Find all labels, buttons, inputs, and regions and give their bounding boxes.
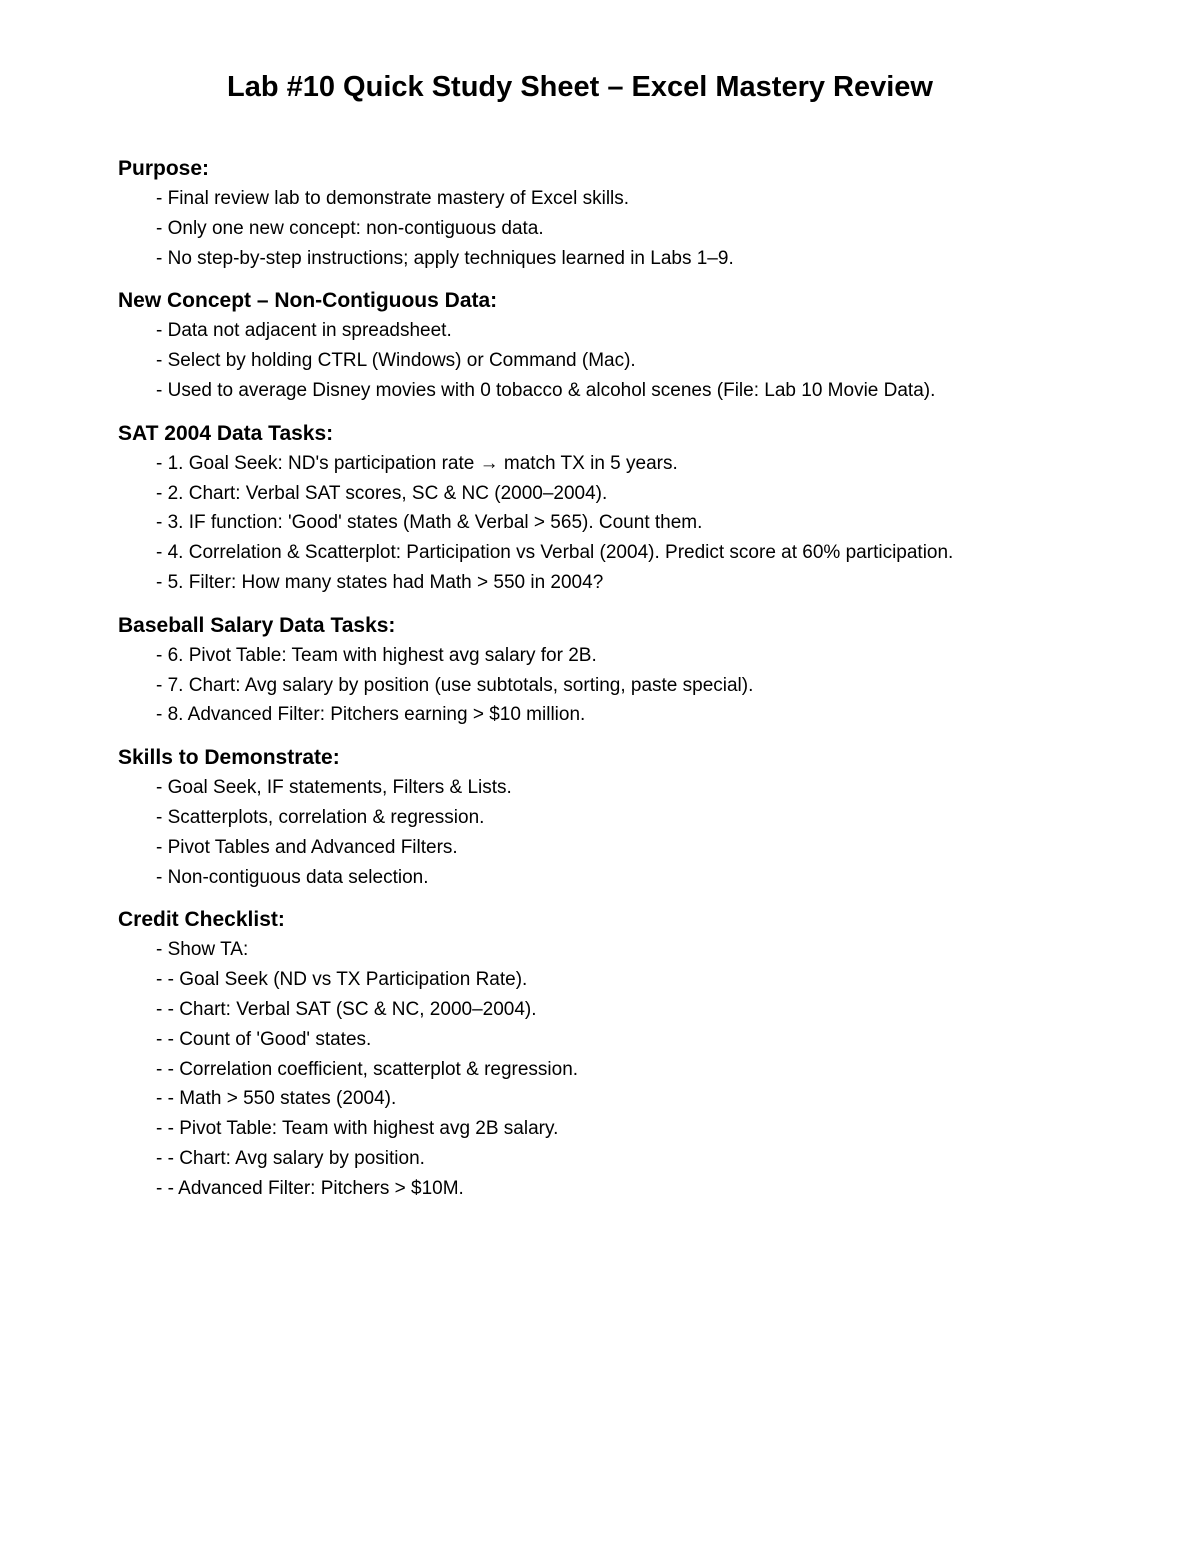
- list-item: - No step-by-step instructions; apply techniques learned in Labs 1–9.: [156, 247, 734, 269]
- list-item: - 4. Correlation & Scatterplot: Participation vs Verbal (2004). Predict score at 60% participation.: [156, 542, 954, 564]
- list-item: - Goal Seek, IF statements, Filters & Lists.: [156, 777, 512, 799]
- section: [118, 154, 1158, 273]
- bullet-list: [118, 641, 1158, 730]
- page-title: Lab #10 Quick Study Sheet – Excel Mastery Review: [227, 71, 933, 103]
- section: [118, 419, 1158, 598]
- bullet-list: [118, 449, 1158, 598]
- section-heading: Purpose:: [118, 157, 210, 180]
- section-heading: New Concept – Non-Contiguous Data:: [118, 289, 498, 313]
- sections-container: [118, 154, 1158, 1217]
- list-item: - 7. Chart: Avg salary by position (use subtotals, sorting, paste special).: [156, 674, 754, 696]
- section: [118, 611, 1158, 730]
- bullet-list: [118, 935, 1158, 1203]
- list-item: - - Chart: Avg salary by position.: [156, 1147, 425, 1169]
- list-item: - Only one new concept: non-contiguous data.: [156, 217, 544, 239]
- list-item: - - Chart: Verbal SAT (SC & NC, 2000–2004).: [156, 998, 537, 1020]
- list-item: - Non-contiguous data selection.: [156, 866, 429, 888]
- list-item: - - Correlation coefficient, scatterplot & regression.: [156, 1058, 579, 1080]
- list-item: - - Count of 'Good' states.: [156, 1028, 372, 1050]
- section: [118, 905, 1158, 1203]
- list-item: - Select by holding CTRL (Windows) or Command (Mac).: [156, 350, 636, 372]
- list-item: - Data not adjacent in spreadsheet.: [156, 320, 452, 342]
- list-item: - - Advanced Filter: Pitchers > $10M.: [156, 1177, 464, 1199]
- bullet-list: [118, 316, 1158, 405]
- section-heading: Baseball Salary Data Tasks:: [118, 613, 396, 637]
- list-item: - 8. Advanced Filter: Pitchers earning > $10 million.: [156, 704, 586, 726]
- list-item: - 6. Pivot Table: Team with highest avg salary for 2B.: [156, 644, 597, 666]
- list-item: - - Pivot Table: Team with highest avg 2B salary.: [156, 1118, 559, 1140]
- section: [118, 286, 1158, 405]
- bullet-list: [118, 184, 1158, 273]
- section-heading: Credit Checklist:: [118, 908, 285, 932]
- list-item: - Final review lab to demonstrate mastery of Excel skills.: [156, 188, 630, 209]
- list-item: - 2. Chart: Verbal SAT scores, SC & NC (2000–2004).: [156, 482, 608, 504]
- list-item: - 1. Goal Seek: ND's participation rate → match TX in 5 years.: [156, 452, 678, 474]
- section-heading: SAT 2004 Data Tasks:: [118, 421, 334, 445]
- list-item: - Pivot Tables and Advanced Filters.: [156, 836, 458, 858]
- list-item: - - Goal Seek (ND vs TX Participation Rate).: [156, 969, 528, 991]
- list-item: - 3. IF function: 'Good' states (Math & Verbal > 565). Count them.: [156, 512, 703, 534]
- list-item: - Used to average Disney movies with 0 tobacco & alcohol scenes (File: Lab 10 Movie Data).: [156, 379, 936, 401]
- list-item: - - Math > 550 states (2004).: [156, 1088, 397, 1110]
- section-heading: Skills to Demonstrate:: [118, 746, 340, 770]
- bullet-list: [118, 773, 1158, 892]
- list-item: - 5. Filter: How many states had Math > 550 in 2004?: [156, 571, 604, 593]
- list-item: - Scatterplots, correlation & regression.: [156, 806, 485, 828]
- list-item: - Show TA:: [156, 939, 249, 961]
- section: [118, 743, 1158, 892]
